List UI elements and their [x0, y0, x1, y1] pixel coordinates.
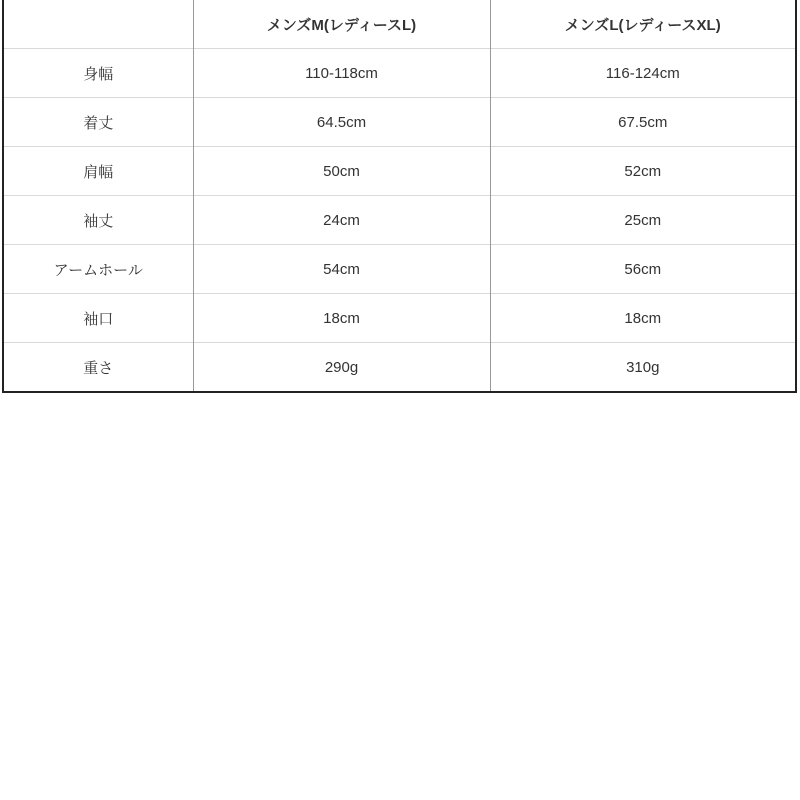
header-empty-cell [3, 0, 193, 49]
table-row-sleeve-length [3, 196, 796, 245]
row-label: 袖丈 [3, 196, 193, 245]
row-label: 肩幅 [3, 147, 193, 196]
row-label: 着丈 [3, 98, 193, 147]
row-label: 袖口 [3, 294, 193, 343]
cell-value-l: 52cm [490, 147, 796, 196]
row-label: 身幅 [3, 49, 193, 98]
table-row-body-width [3, 49, 796, 98]
header-col-mens-m: メンズM(レディースL) [193, 0, 490, 49]
header-row [3, 0, 796, 49]
table-row-length [3, 98, 796, 147]
table-row-weight [3, 343, 796, 393]
row-label: 重さ [3, 343, 193, 393]
cell-value-l: 25cm [490, 196, 796, 245]
cell-value-m: 64.5cm [193, 98, 490, 147]
cell-value-m: 290g [193, 343, 490, 393]
cell-value-l: 116-124cm [490, 49, 796, 98]
table-row-cuff [3, 294, 796, 343]
size-chart-table [2, 0, 797, 393]
cell-value-l: 67.5cm [490, 98, 796, 147]
cell-value-m: 24cm [193, 196, 490, 245]
row-label: アームホール [3, 245, 193, 294]
cell-value-m: 18cm [193, 294, 490, 343]
table-row-armhole [3, 245, 796, 294]
table-row-shoulder-width [3, 147, 796, 196]
cell-value-m: 50cm [193, 147, 490, 196]
cell-value-l: 56cm [490, 245, 796, 294]
cell-value-l: 310g [490, 343, 796, 393]
cell-value-l: 18cm [490, 294, 796, 343]
header-col-mens-l: メンズL(レディースXL) [490, 0, 796, 49]
cell-value-m: 110-118cm [193, 49, 490, 98]
cell-value-m: 54cm [193, 245, 490, 294]
